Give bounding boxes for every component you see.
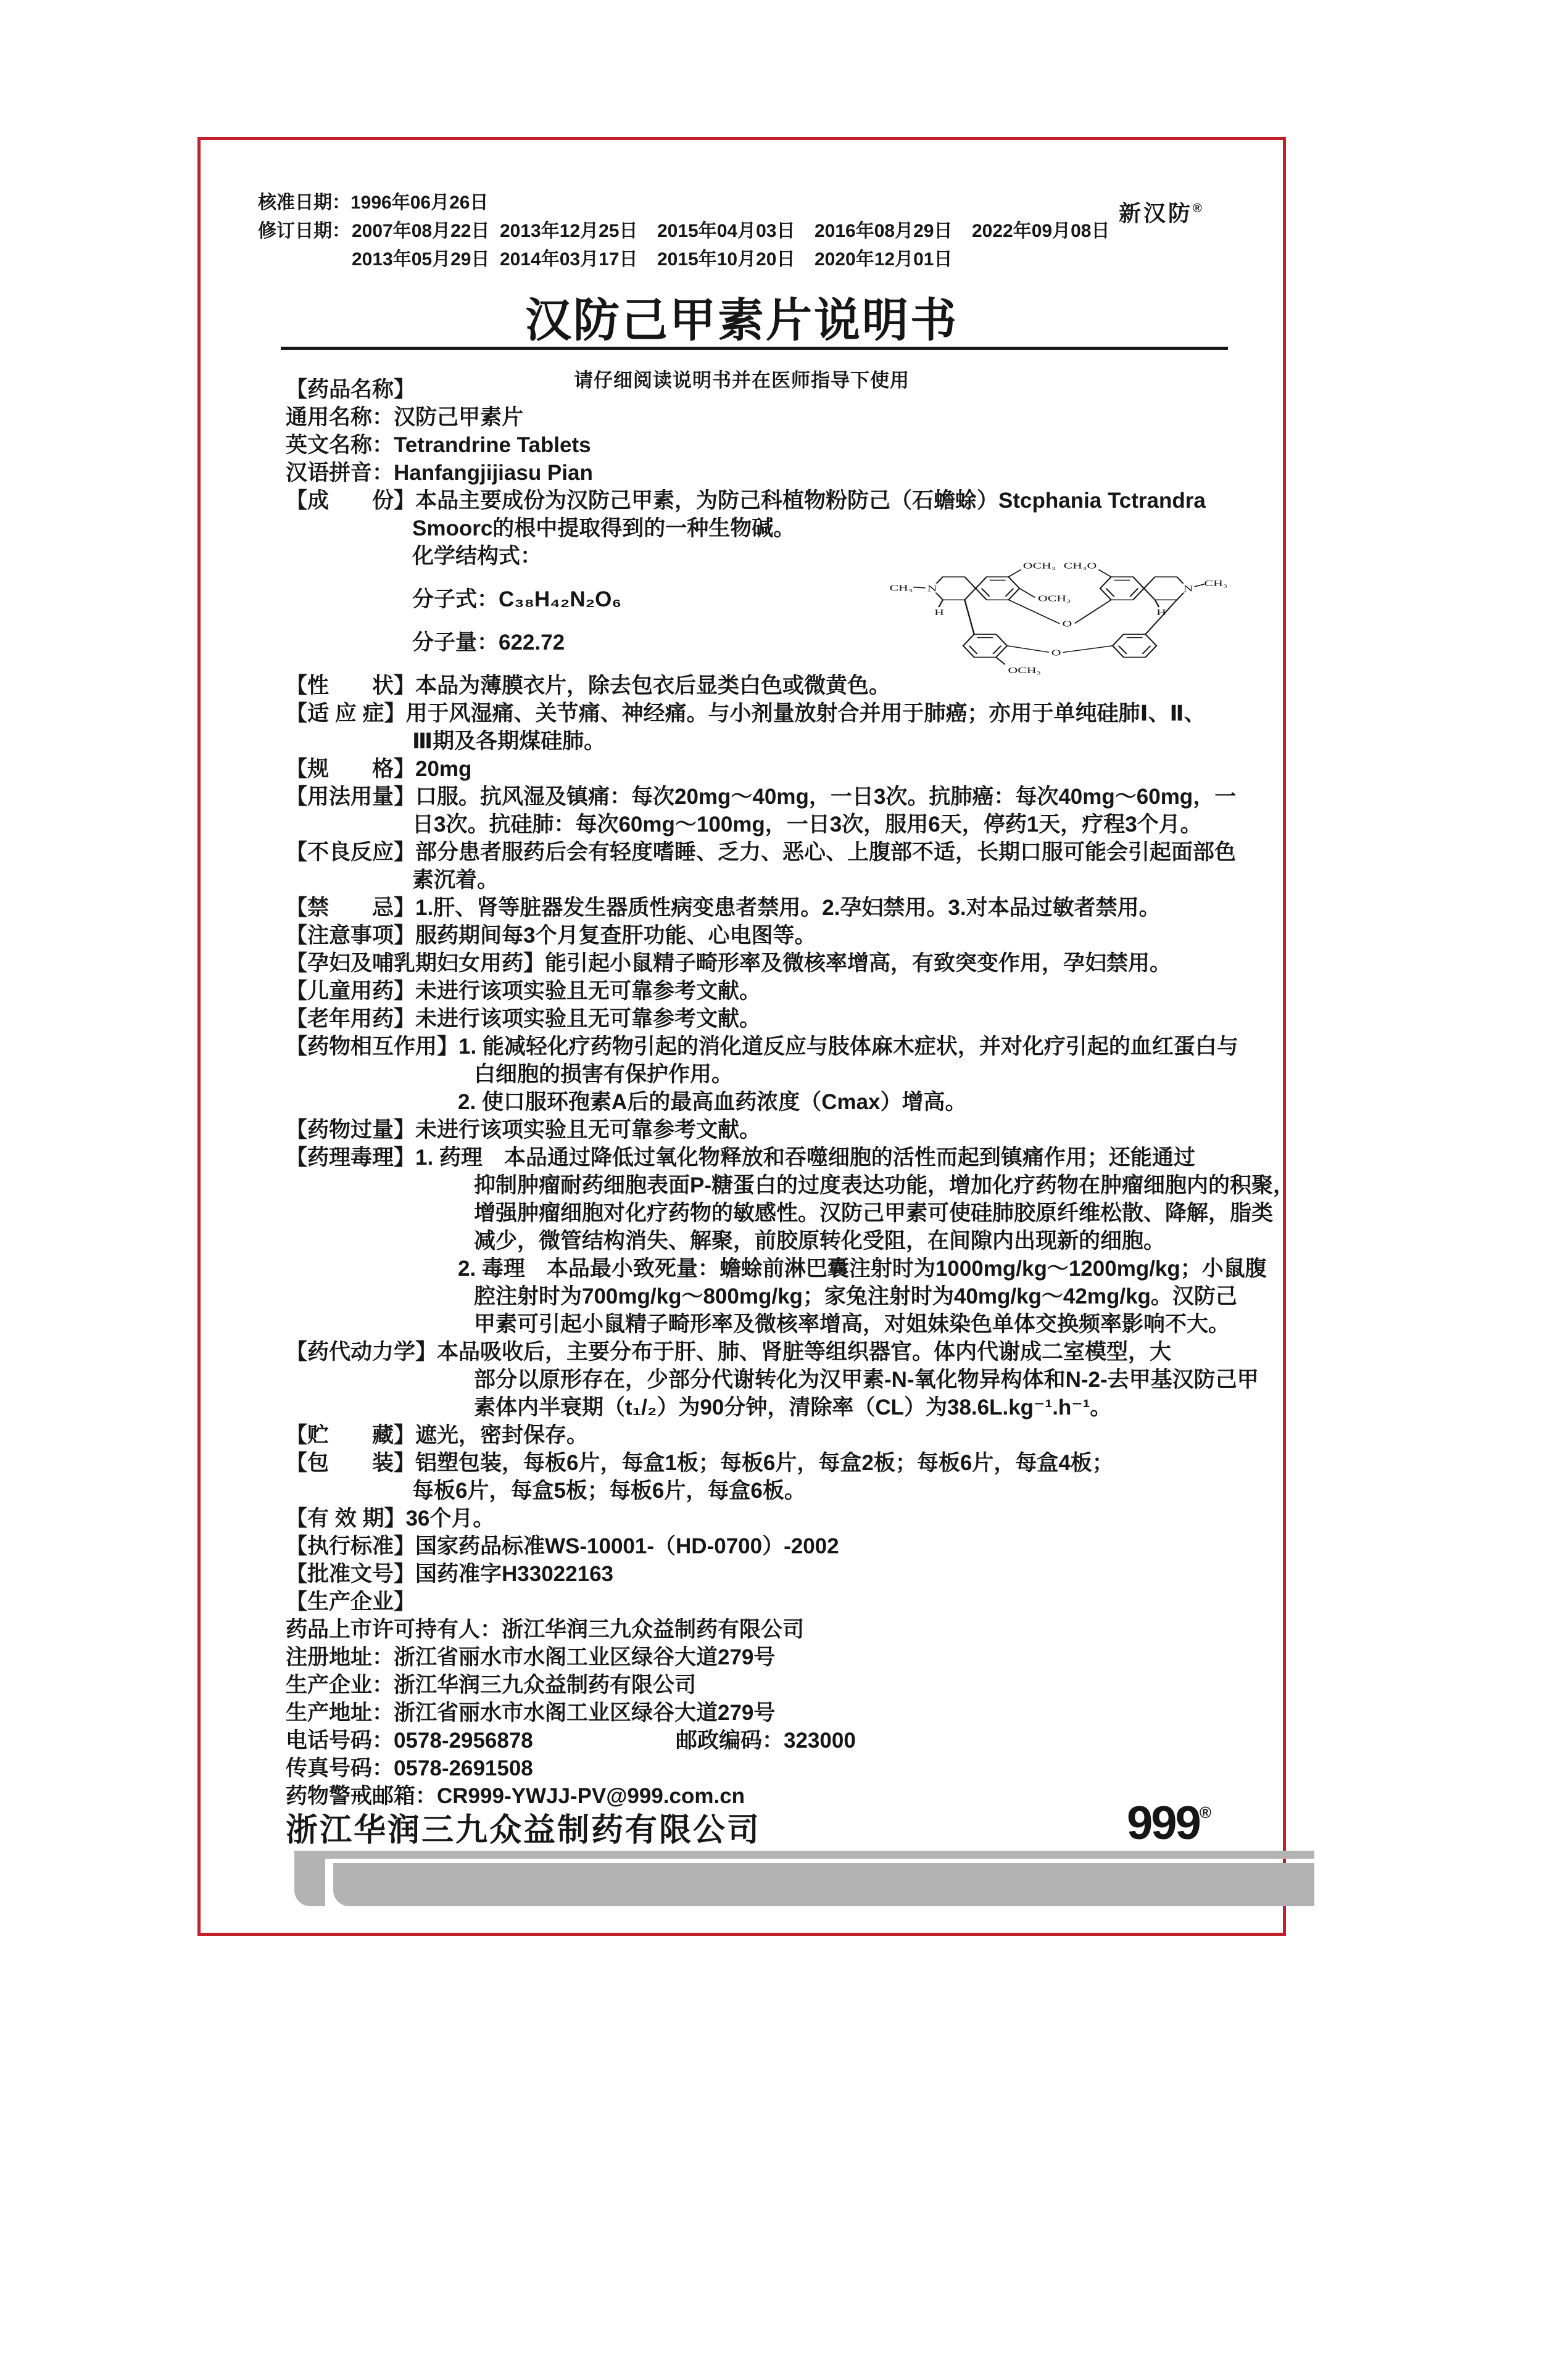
body-line: 【注意事项】服药期间每3个月复查肝功能、心电图等。	[286, 923, 816, 948]
body-line: 药品上市许可持有人：浙江华润三九众益制药有限公司	[286, 1618, 805, 1642]
999-logo	[1127, 1796, 1211, 1850]
body-line: 【生产企业】	[286, 1590, 416, 1614]
molecule-label-ch3o-top: CH₃O	[1063, 561, 1097, 571]
registered-trademark-icon: ®	[1193, 202, 1202, 215]
revision-date: 2007年08月22日	[352, 221, 490, 241]
body-line: 2. 毒理 本品最小致死量：蟾蜍前淋巴囊注射时为1000mg/kg～1200mg/kg；小鼠腹	[458, 1257, 1267, 1281]
body-line: 【不良反应】部分患者服药后会有轻度嗜睡、乏力、恶心、上腹部不适，长期口服可能会引起面部色	[286, 840, 1237, 864]
body-line: 【药物相互作用】1. 能减轻化疗药物引起的消化道反应与肢体麻木症状，并对化疗引起的血红蛋白与	[286, 1035, 1238, 1059]
title-divider	[281, 347, 1228, 350]
revision-date: 2020年12月01日	[815, 249, 953, 270]
body-line: 【批准文号】国药准字H33022163	[286, 1562, 613, 1586]
body-line: 【规 格】20mg	[286, 757, 472, 781]
revision-date: 2015年10月20日	[657, 249, 795, 270]
body-line: 传真号码：0578-2691508	[286, 1756, 533, 1780]
page-title: 汉防己甲素片说明书	[525, 294, 958, 346]
revision-date: 2022年09月08日	[972, 221, 1110, 241]
body-line: 通用名称：汉防己甲素片	[286, 405, 524, 429]
body-line: 【包 装】铝塑包装，每板6片，每盒1板；每板6片，每盒2板；每板6片，每盒4板；	[286, 1451, 1114, 1475]
approved-date-line: 核准日期：1996年06月26日	[258, 192, 489, 213]
body-line: 【性 状】本品为薄膜衣片，除去包衣后显类白色或微黄色。	[286, 674, 891, 698]
body-line: 【药物过量】未进行该项实验且无可靠参考文献。	[286, 1118, 761, 1142]
revision-date: 2015年04月03日	[657, 221, 795, 241]
body-line: 生产地址：浙江省丽水市水阁工业区绿谷大道279号	[286, 1701, 776, 1725]
molecule-label-o-upper: O	[1062, 619, 1072, 629]
molecule-label-och3-top: OCH₃	[1022, 561, 1056, 571]
body-line: 增强肿瘤细胞对化疗药物的敏感性。汉防己甲素可使硅肺胶原纤维松散、降解，脂类	[474, 1201, 1274, 1225]
body-line: 汉语拼音：Hanfangjijiasu Pian	[286, 461, 593, 485]
body-line: 白细胞的损害有保护作用。	[474, 1062, 734, 1086]
body-line: 素沉着。	[412, 868, 499, 892]
body-line: 【执行标准】国家药品标准WS-10001-（HD-0700）-2002	[286, 1534, 839, 1558]
decorative-bar-thin	[294, 1851, 1314, 1859]
body-line: 电话号码：0578-2956878	[286, 1729, 533, 1753]
body-line: 分子量：622.72	[412, 630, 565, 655]
body-line: 抑制肿瘤耐药细胞表面P-糖蛋白的过度表达功能，增加化疗药物在肿瘤细胞内的积聚，	[474, 1173, 1295, 1197]
body-line: 甲素可引起小鼠精子畸形率及微核率增高，对姐妹染色单体交换频率影响不大。	[474, 1312, 1230, 1336]
body-line: 分子式：C₃₈H₄₂N₂O₆	[412, 587, 622, 611]
molecule-label-n-right: N	[1183, 584, 1193, 593]
body-line: 化学结构式：	[412, 544, 542, 568]
revision-date: 2013年05月29日	[352, 249, 490, 270]
body-line: 【适 应 症】用于风湿痛、关节痛、神经痛。与小剂量放射合并用于肺癌；亦用于单纯硅肺Ⅰ、Ⅱ、	[286, 701, 1206, 725]
body-line: 2. 使口服环孢素A后的最高血药浓度（Cmax）增高。	[458, 1090, 967, 1114]
body-line: 部分以原形存在，少部分代谢转化为汉甲素-N-氧化物异构体和N-2-去甲基汉防己甲	[474, 1368, 1259, 1392]
molecule-label-ch3-right: CH₃	[1204, 579, 1228, 588]
molecule-label-h-right: H	[1156, 608, 1166, 617]
molecule-label-n-left: N	[927, 584, 937, 593]
999-logo-text: 999	[1127, 1797, 1200, 1849]
body-line: 【孕妇及哺乳期妇女用药】能引起小鼠精子畸形率及微核率增高，有致突变作用，孕妇禁用。	[286, 951, 1172, 975]
molecule-label-h-left: H	[934, 608, 944, 617]
body-line: 【有 效 期】36个月。	[286, 1506, 495, 1531]
manufacturer-name-large: 浙江华润三九众益制药有限公司	[286, 1812, 761, 1848]
revision-date: 2016年08月29日	[815, 221, 953, 241]
body-line: 【药代动力学】本品吸收后，主要分布于肝、肺、肾脏等组织器官。体内代谢成二室模型，大	[286, 1340, 1172, 1364]
decorative-bar-thick	[333, 1863, 1314, 1906]
body-line: Smoorc的根中提取得到的一种生物碱。	[412, 516, 795, 540]
body-line: 每板6片，每盒5板；每板6片，每盒6板。	[412, 1479, 806, 1503]
body-line: 【儿童用药】未进行该项实验且无可靠参考文献。	[286, 979, 761, 1003]
body-line: 【药品名称】	[286, 378, 416, 402]
molecule-label-ch3-left: CH₃	[889, 583, 913, 593]
revision-date: 2013年12月25日	[500, 221, 638, 241]
body-line: 日3次。抗硅肺：每次60mg～100mg，一日3次，服用6天，停药1天，疗程3个月。	[412, 812, 1202, 837]
body-line: 腔注射时为700mg/kg～800mg/kg；家兔注射时为40mg/kg～42mg/kg。汉防己	[474, 1284, 1237, 1308]
body-line: 【用法用量】口服。抗风湿及镇痛：每次20mg～40mg，一日3次。抗肺癌：每次40mg～60mg，一	[286, 785, 1237, 809]
body-line: 【贮 藏】遮光，密封保存。	[286, 1423, 589, 1447]
page-subtitle: 请仔细阅读说明书并在医师指导下使用	[574, 370, 910, 391]
body-line: Ⅲ期及各期煤硅肺。	[412, 729, 606, 753]
body-line: 【老年用药】未进行该项实验且无可靠参考文献。	[286, 1007, 761, 1031]
chemical-structure-diagram	[885, 552, 1234, 697]
body-line: 【药理毒理】1. 药理 本品通过降低过氧化物释放和吞噬细胞的活性而起到镇痛作用；还能通过	[286, 1146, 1195, 1170]
body-line: 【禁 忌】1.肝、肾等脏器发生器质性病变患者禁用。2.孕妇禁用。3.对本品过敏者禁用。	[286, 896, 1161, 920]
body-line: 注册地址：浙江省丽水市水阁工业区绿谷大道279号	[286, 1645, 776, 1669]
molecule-label-och3-bottom: OCH₃	[1008, 666, 1042, 675]
body-line: 生产企业：浙江华润三九众益制药有限公司	[286, 1673, 697, 1697]
brand-mark	[1119, 196, 1202, 228]
body-line: 【成 份】本品主要成份为汉防己甲素，为防己科植物粉防己（石蟾蜍）Stcphania Tctrandra	[286, 489, 1206, 513]
revision-date: 2014年03月17日	[500, 249, 638, 270]
body-line: 药物警戒邮箱：CR999-YWJJ-PV@999.com.cn	[286, 1784, 745, 1808]
revised-date-label: 修订日期：	[258, 221, 350, 241]
brand-name: 新汉防	[1119, 200, 1193, 226]
molecule-label-och3-mid: OCH₃	[1037, 593, 1071, 603]
body-line-secondary: 邮政编码：323000	[676, 1729, 856, 1753]
body-line: 素体内半衰期（t₁/₂）为90分钟，清除率（CL）为38.6L.kg⁻¹.h⁻¹。	[474, 1395, 1112, 1419]
molecule-label-o-lower: O	[1051, 648, 1061, 658]
registered-trademark-icon: ®	[1199, 1803, 1211, 1822]
decorative-bar-corner	[294, 1851, 325, 1906]
body-line: 减少，微管结构消失、解聚，前胶原转化受阻，在间隙内出现新的细胞。	[474, 1229, 1166, 1253]
body-line: 英文名称：Tetrandrine Tablets	[286, 433, 591, 457]
